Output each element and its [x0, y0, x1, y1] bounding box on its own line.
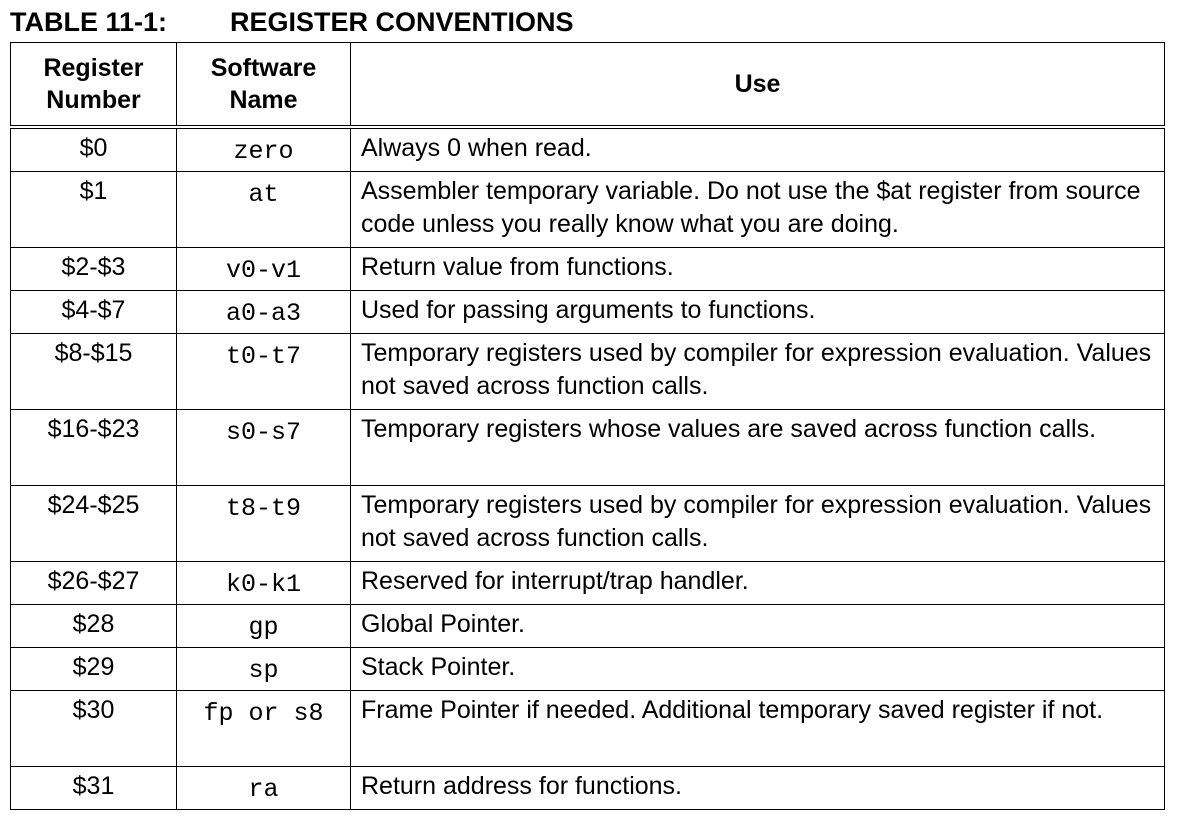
- register-number-cell: $2-$3: [11, 247, 177, 290]
- table-row: [11, 690, 1165, 766]
- use-cell: Assembler temporary variable. Do not use the $at register from source code unless you really know what you are doing.: [351, 171, 1165, 247]
- software-name-cell: s0-s7: [177, 409, 351, 485]
- table-row: [11, 333, 1165, 409]
- software-name-cell: zero: [177, 127, 351, 172]
- table-row: [11, 247, 1165, 290]
- table-row: [11, 290, 1165, 333]
- use-cell: Return address for functions.: [351, 766, 1165, 809]
- header-use: Use: [351, 43, 1165, 127]
- register-number-cell: $26-$27: [11, 561, 177, 604]
- header-row: [11, 43, 1165, 127]
- register-number-cell: $24-$25: [11, 485, 177, 561]
- table-caption: [10, 6, 574, 38]
- table-row: [11, 647, 1165, 690]
- software-name-cell: fp or s8: [177, 690, 351, 766]
- register-number-cell: $30: [11, 690, 177, 766]
- use-cell: Return value from functions.: [351, 247, 1165, 290]
- register-number-cell: $28: [11, 604, 177, 647]
- table-row: [11, 171, 1165, 247]
- software-name-cell: ra: [177, 766, 351, 809]
- table-title: REGISTER CONVENTIONS: [230, 7, 574, 37]
- software-name-cell: sp: [177, 647, 351, 690]
- use-cell: Reserved for interrupt/trap handler.: [351, 561, 1165, 604]
- table-row: [11, 127, 1165, 172]
- software-name-cell: v0-v1: [177, 247, 351, 290]
- software-name-cell: k0-k1: [177, 561, 351, 604]
- software-name-cell: t8-t9: [177, 485, 351, 561]
- register-conventions-table: [10, 42, 1165, 810]
- register-number-cell: $31: [11, 766, 177, 809]
- table-row: [11, 561, 1165, 604]
- register-number-cell: $8-$15: [11, 333, 177, 409]
- register-number-cell: $0: [11, 127, 177, 172]
- register-number-cell: $29: [11, 647, 177, 690]
- software-name-cell: at: [177, 171, 351, 247]
- software-name-cell: t0-t7: [177, 333, 351, 409]
- table-row: [11, 485, 1165, 561]
- software-name-cell: a0-a3: [177, 290, 351, 333]
- use-cell: Temporary registers whose values are saved across function calls.: [351, 409, 1165, 485]
- register-number-cell: $1: [11, 171, 177, 247]
- header-register-number: Register Number: [11, 43, 177, 127]
- header-software-name: Software Name: [177, 43, 351, 127]
- register-number-cell: $4-$7: [11, 290, 177, 333]
- table-row: [11, 604, 1165, 647]
- use-cell: Temporary registers used by compiler for expression evaluation. Values not saved across function calls.: [351, 333, 1165, 409]
- register-number-cell: $16-$23: [11, 409, 177, 485]
- use-cell: Always 0 when read.: [351, 127, 1165, 172]
- use-cell: Stack Pointer.: [351, 647, 1165, 690]
- table-row: [11, 409, 1165, 485]
- use-cell: Used for passing arguments to functions.: [351, 290, 1165, 333]
- use-cell: Temporary registers used by compiler for expression evaluation. Values not saved across function calls.: [351, 485, 1165, 561]
- software-name-cell: gp: [177, 604, 351, 647]
- use-cell: Global Pointer.: [351, 604, 1165, 647]
- table-row: [11, 766, 1165, 809]
- use-cell: Frame Pointer if needed. Additional temporary saved register if not.: [351, 690, 1165, 766]
- table-number: TABLE 11-1:: [10, 7, 168, 37]
